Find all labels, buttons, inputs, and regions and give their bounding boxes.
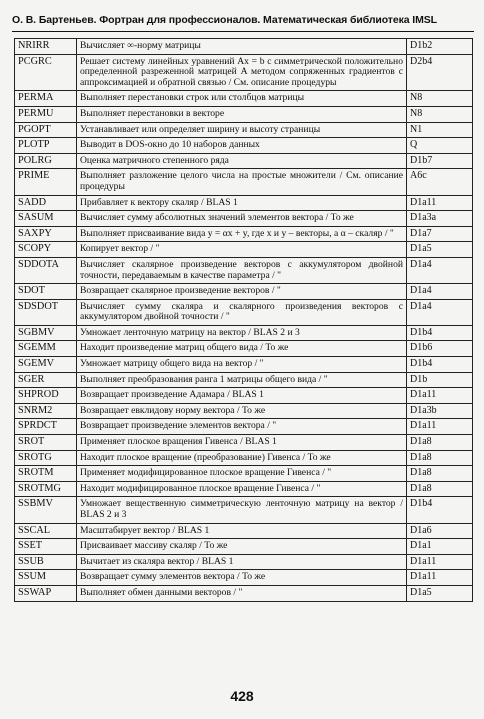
table-row — [15, 554, 473, 570]
table-row — [15, 523, 473, 539]
description-cell: Возвращает произведение элементов вектора / " — [77, 419, 407, 435]
function-name-cell: SHPROD — [15, 388, 77, 404]
classification-code-cell: D1a6 — [407, 523, 473, 539]
classification-code-cell: D1a11 — [407, 419, 473, 435]
table-row — [15, 585, 473, 601]
table-row — [15, 226, 473, 242]
description-cell: Вычисляет сумму скаляра и скалярного произведения векторов с аккумулятором двойной точности / " — [77, 299, 407, 325]
function-name-cell: SGEMV — [15, 357, 77, 373]
function-name-cell: SSBMV — [15, 497, 77, 523]
table-row — [15, 388, 473, 404]
classification-code-cell: D1b2 — [407, 39, 473, 55]
function-name-cell: SNRM2 — [15, 403, 77, 419]
function-name-cell: SSET — [15, 539, 77, 555]
description-cell: Оценка матричного степенного ряда — [77, 153, 407, 169]
classification-code-cell: D1a4 — [407, 257, 473, 283]
classification-code-cell: N8 — [407, 106, 473, 122]
table-row — [15, 419, 473, 435]
classification-code-cell: D2b4 — [407, 54, 473, 91]
table-row — [15, 106, 473, 122]
description-cell: Вычисляет скалярное произведение векторов с аккумулятором двойной точности, передаваемым в качестве параметра / " — [77, 257, 407, 283]
description-cell: Возвращает евклидову норму вектора / То же — [77, 403, 407, 419]
classification-code-cell: N8 — [407, 91, 473, 107]
function-name-cell: SCOPY — [15, 242, 77, 258]
function-name-cell: SSCAL — [15, 523, 77, 539]
classification-code-cell: D1a4 — [407, 299, 473, 325]
description-cell: Выполняет перестановки строк или столбцов матрицы — [77, 91, 407, 107]
classification-code-cell: A6c — [407, 169, 473, 195]
description-cell: Присваивает массиву скаляр / То же — [77, 539, 407, 555]
table-row — [15, 122, 473, 138]
description-cell: Умножает матрицу общего вида на вектор / " — [77, 357, 407, 373]
description-cell: Выполняет разложение целого числа на простые множители / См. описание процедуры — [77, 169, 407, 195]
table-body — [15, 39, 473, 602]
table-row — [15, 153, 473, 169]
classification-code-cell: D1b4 — [407, 497, 473, 523]
classification-code-cell: D1a3a — [407, 211, 473, 227]
table-row — [15, 54, 473, 91]
description-cell: Выполняет обмен данными векторов / " — [77, 585, 407, 601]
function-name-cell: PCGRC — [15, 54, 77, 91]
table-row — [15, 284, 473, 300]
header-rule — [12, 31, 474, 32]
description-cell: Применяет плоское вращения Гивенса / BLAS 1 — [77, 435, 407, 451]
table-row — [15, 372, 473, 388]
classification-code-cell: D1a11 — [407, 195, 473, 211]
description-cell: Устанавливает или определяет ширину и высоту страницы — [77, 122, 407, 138]
description-cell: Возвращает произведение Адамара / BLAS 1 — [77, 388, 407, 404]
description-cell: Умножает ленточную матрицу на вектор / BLAS 2 и 3 — [77, 325, 407, 341]
function-name-cell: SROTG — [15, 450, 77, 466]
description-cell: Находит плоское вращение (преобразование) Гивенса / То же — [77, 450, 407, 466]
description-cell: Вычисляет сумму абсолютных значений элементов вектора / То же — [77, 211, 407, 227]
function-name-cell: PRIME — [15, 169, 77, 195]
table-row — [15, 539, 473, 555]
classification-code-cell: D1a5 — [407, 242, 473, 258]
table-row — [15, 39, 473, 55]
classification-code-cell: D1b7 — [407, 153, 473, 169]
classification-code-cell: D1a7 — [407, 226, 473, 242]
classification-code-cell: D1b4 — [407, 325, 473, 341]
function-name-cell: PGOPT — [15, 122, 77, 138]
table-row — [15, 403, 473, 419]
function-name-cell: SASUM — [15, 211, 77, 227]
table-row — [15, 466, 473, 482]
function-name-cell: SROTMG — [15, 481, 77, 497]
table-row — [15, 481, 473, 497]
table-row — [15, 325, 473, 341]
description-cell: Выполняет перестановки в векторе — [77, 106, 407, 122]
function-name-cell: SADD — [15, 195, 77, 211]
classification-code-cell: D1a4 — [407, 284, 473, 300]
description-cell: Находит произведение матриц общего вида / То же — [77, 341, 407, 357]
page-number: 428 — [230, 688, 254, 704]
table-row — [15, 299, 473, 325]
description-cell: Выполняет присваивание вида y = αx + y, где x и y – векторы, a α – скаляр / " — [77, 226, 407, 242]
table-row — [15, 570, 473, 586]
description-cell: Копирует вектор / " — [77, 242, 407, 258]
classification-code-cell: D1a8 — [407, 481, 473, 497]
classification-code-cell: D1b4 — [407, 357, 473, 373]
function-name-cell: SAXPY — [15, 226, 77, 242]
table-row — [15, 195, 473, 211]
classification-code-cell: D1a8 — [407, 435, 473, 451]
description-cell: Возвращает скалярное произведение векторов / " — [77, 284, 407, 300]
function-name-cell: SROTM — [15, 466, 77, 482]
description-cell: Вычитает из скаляра вектор / BLAS 1 — [77, 554, 407, 570]
table-row — [15, 91, 473, 107]
classification-code-cell: D1a11 — [407, 570, 473, 586]
classification-code-cell: N1 — [407, 122, 473, 138]
classification-code-cell: D1a8 — [407, 466, 473, 482]
function-name-cell: POLRG — [15, 153, 77, 169]
table-row — [15, 169, 473, 195]
table-row — [15, 435, 473, 451]
description-cell: Умножает вещественную симметрическую ленточную матрицу на вектор / BLAS 2 и 3 — [77, 497, 407, 523]
description-cell: Находит модифицированное плоское вращение Гивенса / " — [77, 481, 407, 497]
function-name-cell: SSWAP — [15, 585, 77, 601]
function-name-cell: SGEMM — [15, 341, 77, 357]
classification-code-cell: D1a5 — [407, 585, 473, 601]
running-header: О. В. Бартеньев. Фортран для профессионалов. Математическая библиотека IMSL — [12, 14, 437, 26]
function-name-cell: NRIRR — [15, 39, 77, 55]
table-row — [15, 257, 473, 283]
classification-code-cell: D1a3b — [407, 403, 473, 419]
table-row — [15, 497, 473, 523]
function-name-cell: PLOTP — [15, 138, 77, 154]
description-cell: Выводит в DOS-окно до 10 наборов данных — [77, 138, 407, 154]
classification-code-cell: D1b6 — [407, 341, 473, 357]
classification-code-cell: D1b — [407, 372, 473, 388]
table-row — [15, 211, 473, 227]
classification-code-cell: D1a1 — [407, 539, 473, 555]
description-cell: Вычисляет ∞-норму матрицы — [77, 39, 407, 55]
table-row — [15, 138, 473, 154]
function-name-cell: PERMU — [15, 106, 77, 122]
table-row — [15, 450, 473, 466]
function-name-cell: SGER — [15, 372, 77, 388]
table-row — [15, 341, 473, 357]
table-row — [15, 357, 473, 373]
function-name-cell: SSUM — [15, 570, 77, 586]
function-name-cell: PERMA — [15, 91, 77, 107]
description-cell: Выполняет преобразования ранга 1 матрицы общего вида / " — [77, 372, 407, 388]
description-cell: Применяет модифицированное плоское вращение Гивенса / " — [77, 466, 407, 482]
function-name-cell: SDOT — [15, 284, 77, 300]
description-cell: Масштабирует вектор / BLAS 1 — [77, 523, 407, 539]
classification-code-cell: Q — [407, 138, 473, 154]
function-table — [14, 38, 473, 602]
classification-code-cell: D1a11 — [407, 388, 473, 404]
function-name-cell: SPRDCT — [15, 419, 77, 435]
function-name-cell: SGBMV — [15, 325, 77, 341]
classification-code-cell: D1a11 — [407, 554, 473, 570]
description-cell: Решает систему линейных уравнений Ax = b с симметрической положительно определенной разреженной матрицей A методом сопряженных градиентов с аппроксимацией и обратной связью / См. описание процедуры — [77, 54, 407, 91]
classification-code-cell: D1a8 — [407, 450, 473, 466]
function-name-cell: SDDOTA — [15, 257, 77, 283]
description-cell: Возвращает сумму элементов вектора / То же — [77, 570, 407, 586]
function-name-cell: SDSDOT — [15, 299, 77, 325]
function-name-cell: SROT — [15, 435, 77, 451]
description-cell: Прибавляет к вектору скаляр / BLAS 1 — [77, 195, 407, 211]
function-name-cell: SSUB — [15, 554, 77, 570]
table-row — [15, 242, 473, 258]
